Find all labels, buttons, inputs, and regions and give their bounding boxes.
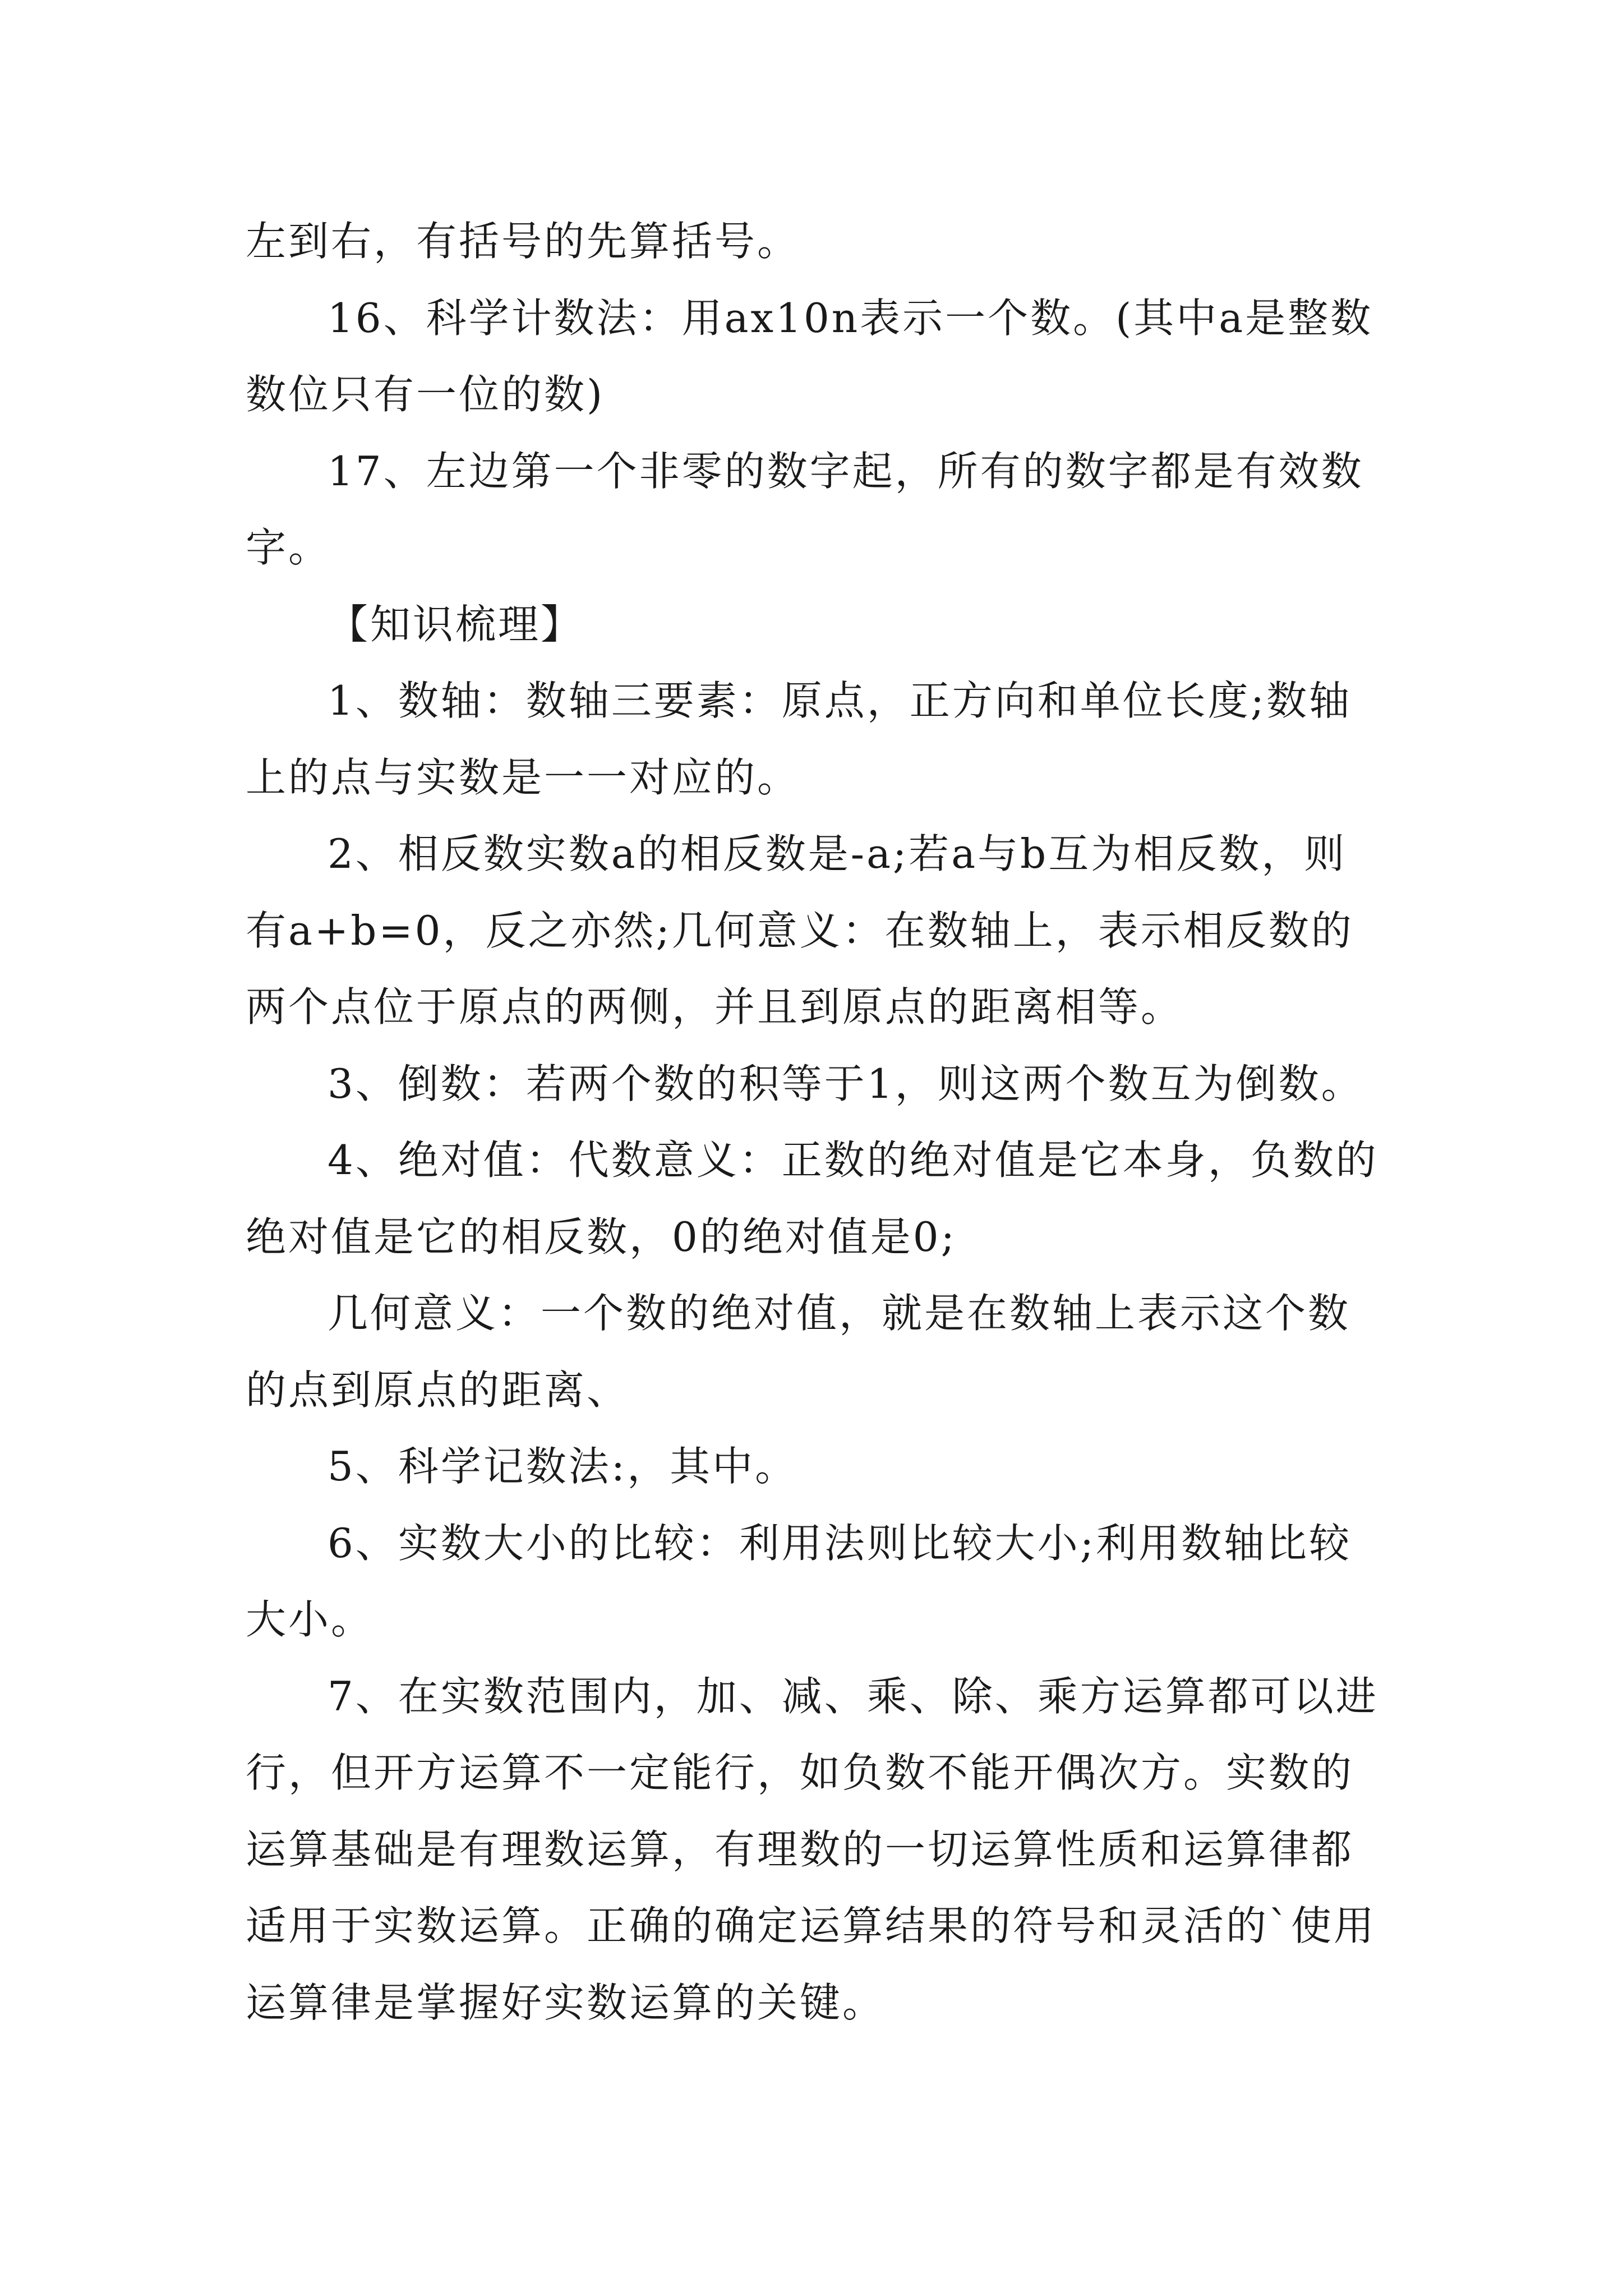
document-body xyxy=(246,203,1384,2041)
paragraph-item-5: 5、科学记数法:，其中。 xyxy=(328,1443,798,1490)
paragraph-continuation: 左到右，有括号的先算括号。 xyxy=(246,218,800,265)
paragraph-item-3: 3、倒数：若两个数的积等于1，则这两个数互为倒数。 xyxy=(328,1060,1364,1107)
paragraph-item-17: 17、左边第一个非零的数字起，所有的数字都是有效数字。 xyxy=(246,447,1364,571)
paragraph-item-4-geometry: 几何意义：一个数的绝对值，就是在数轴上表示这个数的点到原点的距离、 xyxy=(246,1290,1351,1414)
paragraph-item-6: 6、实数大小的比较：利用法则比较大小;利用数轴比较大小。 xyxy=(246,1519,1352,1643)
section-heading: 【知识梳理】 xyxy=(328,600,584,648)
paragraph-item-2: 2、相反数实数a的相反数是-a;若a与b互为相反数，则有a+b=0，反之亦然;几何意义：在数轴上，表示相反数的两个点位于原点的两侧，并且到原点的距离相等。 xyxy=(246,830,1354,1030)
paragraph-item-7: 7、在实数范围内，加、减、乘、除、乘方运算都可以进行，但开方运算不一定能行，如负数不能开偶次方。实数的运算基础是有理数运算，有理数的一切运算性质和运算律都适用于实数运算。正确的确定运算结果的符号和灵活的`使用运算律是掌握好实数运算的关键。 xyxy=(246,1672,1378,2026)
paragraph-item-4: 4、绝对值：代数意义：正数的绝对值是它本身，负数的绝对值是它的相反数，0的绝对值是0; xyxy=(246,1137,1378,1260)
paragraph-item-16: 16、科学计数法：用ax10n表示一个数。(其中a是整数数位只有一位的数) xyxy=(246,294,1373,418)
paragraph-item-1: 1、数轴：数轴三要素：原点，正方向和单位长度;数轴上的点与实数是一一对应的。 xyxy=(246,677,1352,801)
